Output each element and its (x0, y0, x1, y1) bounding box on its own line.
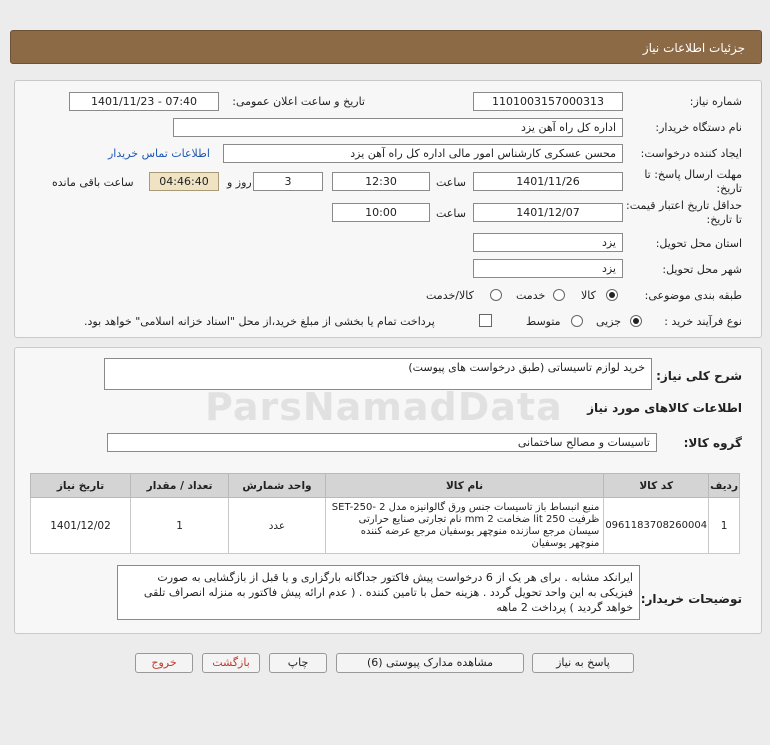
deadline-time-label: ساعت (436, 176, 466, 189)
summary-field: خرید لوازم تاسیساتی (طبق درخواست های پیوست) (104, 358, 652, 390)
buyer-org-field: اداره کل راه آهن یزد (173, 118, 623, 137)
announce-field: 1401/11/23 - 07:40 (69, 92, 219, 111)
buyer-notes-label: توضیحات خریدار: (640, 592, 742, 606)
validity-label: حداقل تاریخ اعتبار قیمت: تا تاریخ: (626, 199, 742, 226)
treasury-payment-checkbox[interactable] (479, 314, 492, 327)
col-date: تاریخ نیاز (31, 474, 131, 498)
cell-unit: عدد (229, 498, 326, 554)
col-unit: واحد شمارش (229, 474, 326, 498)
buyer-org-label: نام دستگاه خریدار: (655, 121, 742, 134)
need-number-field: 1101003157000313 (473, 92, 623, 111)
goods-info-title: اطلاعات کالاهای مورد نیاز (587, 401, 742, 415)
category-goods-service-label: کالا/خدمت (426, 289, 474, 302)
creator-field: محسن عسکری کارشناس امور مالی اداره کل راه آهن یزد (223, 144, 623, 163)
days-label: روز و (227, 176, 252, 189)
category-radio-goods[interactable] (606, 289, 618, 301)
goods-table (30, 473, 740, 554)
treasury-payment-note: پرداخت تمام یا بخشی از مبلغ خرید،از محل "اسناد خزانه اسلامی" خواهد بود. (84, 315, 435, 328)
city-label: شهر محل تحویل: (662, 263, 742, 276)
cell-name: منبع انبساط باز تاسیسات جنس ورق گالوانیزه مدل SET-250- 2 ظرفیت 250 lit ضخامت 2 mm نام تجارتی صنایع حرارتی سیسان مرجع سازنده منوچهر یوسفیان مرجع عرضه کننده منوچهر یوسفیان (325, 498, 604, 554)
cell-code: 0961183708260004 (604, 498, 709, 554)
process-partial-label: جزیی (596, 315, 622, 328)
page-header (10, 30, 762, 64)
attachments-button[interactable]: مشاهده مدارک پیوستی (6) (336, 653, 524, 673)
col-name: نام کالا (325, 474, 604, 498)
process-label: نوع فرآیند خرید : (664, 315, 742, 328)
deadline-label: مهلت ارسال پاسخ: تا تاریخ: (644, 168, 742, 195)
summary-label: شرح کلی نیاز: (656, 369, 742, 383)
category-radio-service[interactable] (553, 289, 565, 301)
col-qty: تعداد / مقدار (131, 474, 229, 498)
watermark-logo: ParsNamadData (205, 385, 563, 429)
need-number-label: شماره نیاز: (689, 95, 742, 108)
contact-buyer-link[interactable]: اطلاعات تماس خریدار (108, 147, 210, 160)
print-button[interactable]: چاپ (269, 653, 327, 673)
category-service-label: خدمت (516, 289, 546, 302)
creator-label: ایجاد کننده درخواست: (640, 147, 742, 160)
cell-date: 1401/12/02 (31, 498, 131, 554)
table-row (31, 498, 740, 554)
deadline-date-field: 1401/11/26 (473, 172, 623, 191)
city-field: یزد (473, 259, 623, 278)
deadline-time-field: 12:30 (332, 172, 430, 191)
back-button[interactable]: بازگشت (202, 653, 260, 673)
validity-date-field: 1401/12/07 (473, 203, 623, 222)
goods-group-label: گروه کالا: (683, 436, 742, 450)
page-title: جزئیات اطلاعات نیاز (642, 41, 745, 55)
process-medium-label: متوسط (526, 315, 561, 328)
category-radio-goods-service[interactable] (490, 289, 502, 301)
province-field: یزد (473, 233, 623, 252)
validity-time-label: ساعت (436, 207, 466, 220)
remaining-time-field: 04:46:40 (149, 172, 219, 191)
announce-label: تاریخ و ساعت اعلان عمومی: (232, 95, 365, 108)
process-radio-medium[interactable] (571, 315, 583, 327)
remaining-label: ساعت باقی مانده (52, 176, 134, 189)
reply-button[interactable]: پاسخ به نیاز (532, 653, 634, 673)
validity-time-field: 10:00 (332, 203, 430, 222)
exit-button[interactable]: خروج (135, 653, 193, 673)
province-label: استان محل تحویل: (655, 237, 742, 250)
process-radio-partial[interactable] (630, 315, 642, 327)
col-code: کد کالا (604, 474, 709, 498)
cell-row: 1 (709, 498, 740, 554)
cell-qty: 1 (131, 498, 229, 554)
col-row: ردیف (709, 474, 740, 498)
goods-group-field: تاسیسات و مصالح ساختمانی (107, 433, 657, 452)
days-field: 3 (253, 172, 323, 191)
category-goods-label: کالا (581, 289, 596, 302)
buyer-notes-box: ایرانکد مشابه . برای هر یک از 6 درخواست پیش فاکتور جداگانه بارگزاری و یا قبل از بازگشایی به صورت فیزیکی به این واحد تحویل گردد . هزینه حمل با تامین کننده . ( عدم ارائه پیش فاکتور به منزله انصراف تلقی خواهد گردید ) پرداخت 2 ماهه (117, 565, 640, 620)
category-label: طبقه بندی موضوعی: (644, 289, 742, 302)
